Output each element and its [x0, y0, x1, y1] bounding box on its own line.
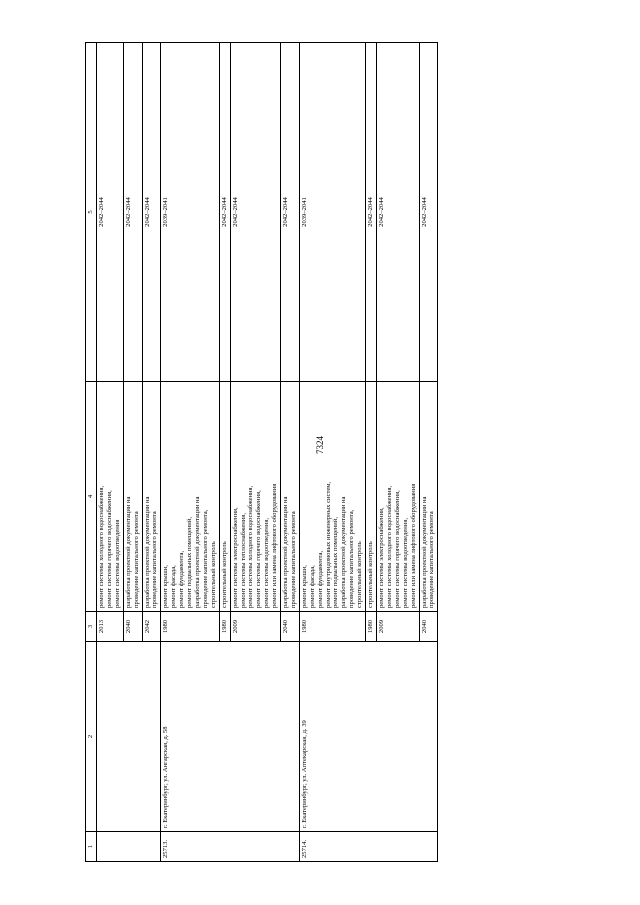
- table-row: [299, 43, 365, 862]
- works-cell: [123, 382, 142, 612]
- work-line: проведение капитального ремонта,: [348, 509, 356, 608]
- work-line: ремонт системы холодного водоснабжения,: [98, 485, 105, 608]
- works-cell: [230, 382, 280, 612]
- period-cell: 2042–2044: [97, 43, 124, 382]
- period-cell: 2039–2041: [299, 43, 365, 382]
- work-line: ремонт системы холодного водоснабжения,: [247, 485, 255, 608]
- work-line: ремонт системы холодного водоснабжения,: [385, 485, 393, 608]
- work-line: ремонт системы электроснабжения,: [231, 507, 239, 608]
- period-cell: 2042–2044: [219, 43, 230, 382]
- works-cell: [161, 382, 219, 612]
- year-cell: 2009: [377, 612, 420, 642]
- works-cell: [281, 382, 300, 612]
- works-cell: [377, 382, 420, 612]
- year-cell: 1980: [219, 612, 230, 642]
- work-line: проведение капитального ремонта: [132, 511, 140, 608]
- work-line: ремонт фундамента,: [178, 550, 186, 608]
- year-cell: 2040: [281, 612, 300, 642]
- work-line: проведение капитального ремонта,: [201, 509, 209, 608]
- works-cell: [366, 382, 377, 612]
- work-line: ремонт подвальных помещений,: [186, 517, 194, 608]
- work-line: ремонт системы горячего водоснабжения,: [393, 490, 401, 608]
- work-line: разработка проектной документации на: [282, 496, 290, 608]
- col-header-3: 3: [86, 612, 97, 642]
- year-cell: 1980: [366, 612, 377, 642]
- work-line: ремонт системы водоотведения: [113, 519, 121, 608]
- column-number-row: [86, 43, 97, 862]
- year-cell: 2013: [97, 612, 124, 642]
- work-line: разработка проектной документации на: [420, 496, 428, 608]
- works-cell: [142, 382, 161, 612]
- work-line: проведение капитального ремонта: [289, 511, 297, 608]
- work-line: ремонт системы водоотведения,: [401, 517, 409, 608]
- period-cell: 2042–2044: [281, 43, 300, 382]
- year-cell: 2040: [419, 612, 438, 642]
- work-line: разработка проектной документации на: [124, 496, 132, 608]
- row-number: 25713.: [161, 832, 300, 862]
- period-cell: 2042–2044: [377, 43, 420, 382]
- table-body: [97, 43, 438, 862]
- work-line: ремонт крыши,: [300, 565, 308, 608]
- address-cell: г. Екатеринбург, ул. Ангарская, д. 58: [161, 642, 300, 832]
- row-number: [97, 832, 161, 862]
- work-line: строительный контроль: [367, 541, 375, 608]
- period-cell: 2039–2041: [161, 43, 219, 382]
- row-number: 25714.: [299, 832, 438, 862]
- work-line: ремонт крыши,: [162, 565, 170, 608]
- works-cell: [97, 382, 124, 612]
- work-line: разработка проектной документации на: [143, 496, 151, 608]
- year-cell: 2040: [123, 612, 142, 642]
- period-cell: 2042–2044: [142, 43, 161, 382]
- year-cell: 2009: [230, 612, 280, 642]
- works-cell: [419, 382, 438, 612]
- work-line: ремонт системы электроснабжения,: [378, 507, 385, 608]
- year-cell: 2042: [142, 612, 161, 642]
- work-line: ремонт фундамента,: [316, 550, 324, 608]
- period-cell: 2042–2044: [366, 43, 377, 382]
- col-header-4: 4: [86, 382, 97, 612]
- col-header-5: 5: [86, 43, 97, 382]
- repair-schedule-table: [85, 42, 438, 862]
- work-line: разработка проектной документации на: [340, 496, 348, 608]
- work-line: ремонт системы водоотведения,: [263, 517, 271, 608]
- page-number: 7324: [315, 436, 325, 454]
- works-cell: [299, 382, 365, 612]
- col-header-1: 1: [86, 832, 97, 862]
- period-cell: 2042–2044: [419, 43, 438, 382]
- work-line: строительный контроль: [356, 541, 364, 608]
- table-row: [97, 43, 124, 862]
- work-line: строительный контроль: [209, 541, 217, 608]
- work-line: разработка проектной документации на: [193, 496, 201, 608]
- address-cell: г. Екатеринбург, ул. Аптекарская, д. 39: [299, 642, 438, 832]
- work-line: ремонт системы горячего водоснабжения,: [255, 490, 263, 608]
- work-line: ремонт фасада,: [170, 565, 178, 608]
- work-line: проведение капитального ремонта: [151, 511, 159, 608]
- col-header-2: 2: [86, 642, 97, 832]
- table-row: [161, 43, 219, 862]
- work-line: ремонт подвальных помещений,: [332, 517, 340, 608]
- work-line: ремонт системы теплоснабжения,: [239, 513, 247, 608]
- work-line: ремонт или замена лифтового оборудования: [409, 483, 417, 608]
- works-cell: [219, 382, 230, 612]
- address-cell: [97, 642, 161, 832]
- work-line: ремонт внутридомовых инженерных систем,: [324, 481, 332, 608]
- year-cell: 1980: [161, 612, 219, 642]
- work-line: проведение капитального ремонта: [428, 511, 436, 608]
- year-cell: 1980: [299, 612, 365, 642]
- work-line: ремонт фасада,: [308, 565, 316, 608]
- work-line: строительный контроль: [220, 541, 228, 608]
- period-cell: 2042–2044: [230, 43, 280, 382]
- work-line: ремонт системы горячего водоснабжения,: [105, 490, 113, 608]
- period-cell: 2042–2044: [123, 43, 142, 382]
- work-line: ремонт или замена лифтового оборудования: [271, 483, 279, 608]
- rotated-page: [85, 42, 555, 862]
